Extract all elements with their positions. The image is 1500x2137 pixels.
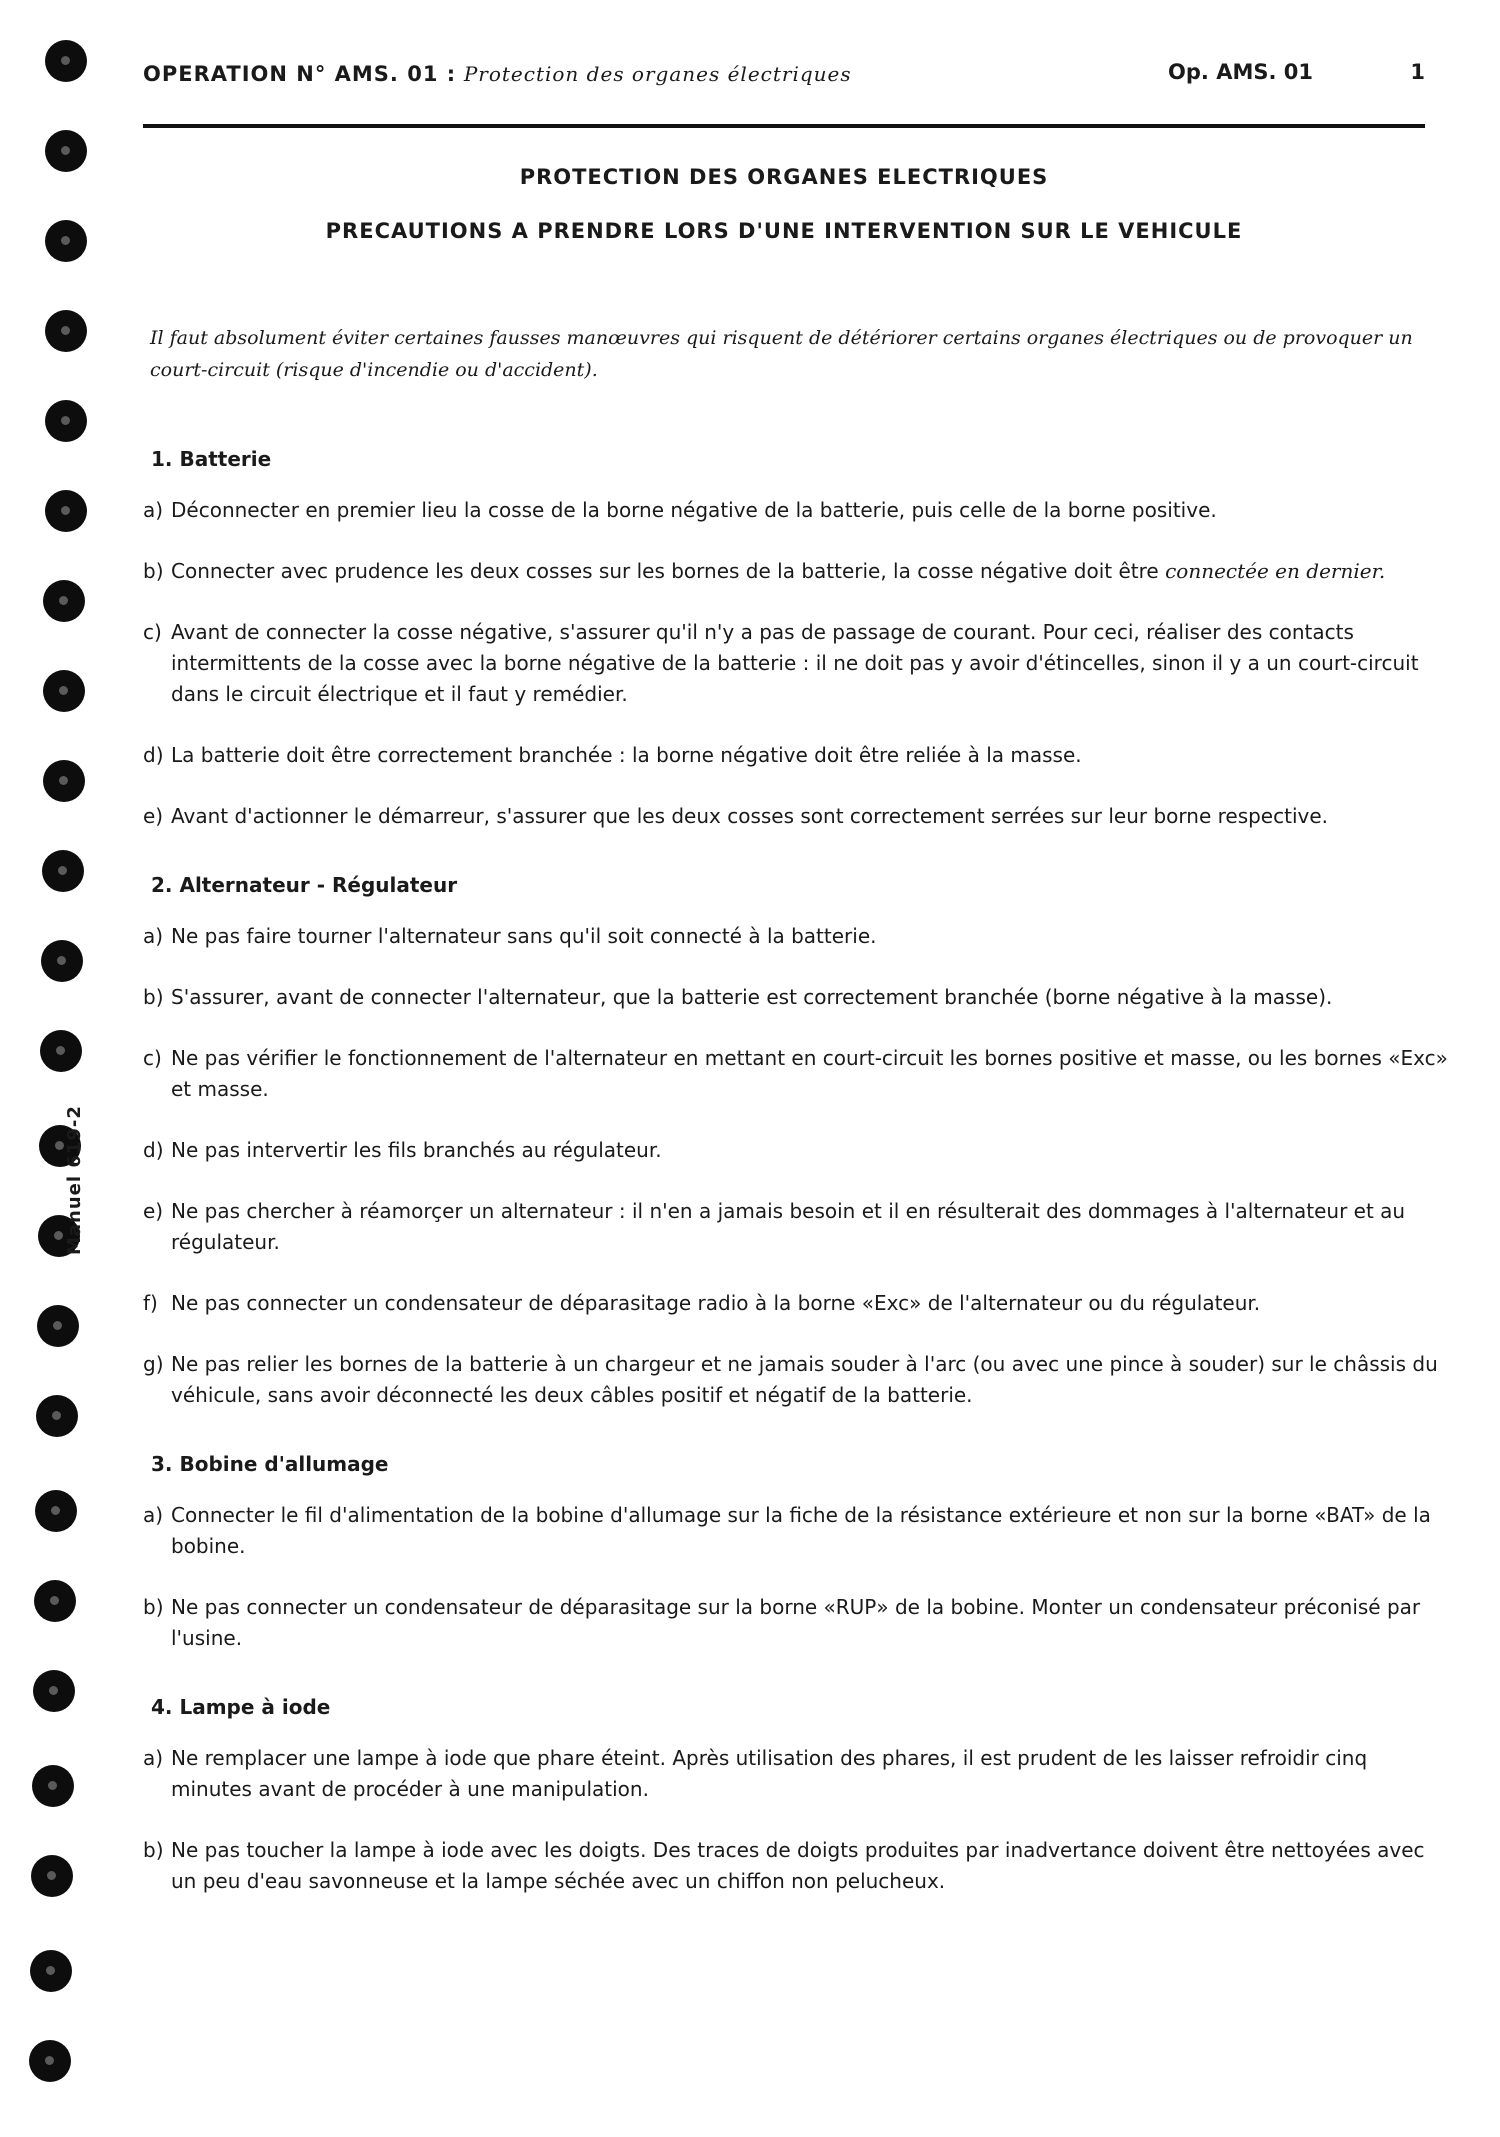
item-letter: c) [143, 620, 162, 644]
operation-reference: Op. AMS. 01 [1168, 60, 1313, 84]
item-text-container [171, 617, 1453, 710]
item-letter: e) [143, 1199, 164, 1223]
item-emphasis: connectée en dernier. [1165, 559, 1386, 583]
item-letter: b) [143, 1838, 164, 1862]
item-text: Avant d'actionner le démarreur, s'assurer que les deux cosses sont correctement serrées sur leur borne respective. [171, 804, 1329, 828]
item-text-container [171, 921, 1453, 952]
item-letter: d) [143, 1138, 164, 1162]
list-item [143, 1835, 1453, 1897]
binder-hole-icon [43, 670, 85, 712]
operation-subtitle: Protection des organes électriques [463, 62, 852, 86]
page-subtitle: PRECAUTIONS A PRENDRE LORS D'UNE INTERVENTION SUR LE VEHICULE [325, 219, 1243, 243]
item-text: Avant de connecter la cosse négative, s'assurer qu'il n'y a pas de passage de courant. Pour ceci, réaliser des contacts intermittents de la cosse avec la borne négative de la batterie : il ne doit pas y avoir d'étincelles, sinon il y a un court-circuit dans le circuit électrique et il faut y remédier. [171, 620, 1419, 706]
binder-hole-icon [45, 40, 87, 82]
page-title: PROTECTION DES ORGANES ELECTRIQUES [519, 165, 1049, 189]
binder-hole-icon [42, 850, 84, 892]
list-item [143, 556, 1453, 587]
item-text: Déconnecter en premier lieu la cosse de la borne négative de la batterie, puis celle de la borne positive. [171, 498, 1217, 522]
item-text-container [171, 1835, 1453, 1897]
item-text: Ne pas vérifier le fonctionnement de l'alternateur en mettant en court-circuit les bornes positive et masse, ou les bornes «Exc» et masse. [171, 1046, 1448, 1101]
item-text-container [171, 1135, 1453, 1166]
list-item [143, 617, 1453, 710]
list-item [143, 1135, 1453, 1166]
item-text: Ne pas toucher la lampe à iode avec les doigts. Des traces de doigts produites par inadvertance doivent être nettoyées avec un peu d'eau savonneuse et la lampe séchée avec un chiffon non pelucheux. [171, 1838, 1425, 1893]
operation-label: OPERATION N° AMS. 01 : [143, 62, 457, 86]
item-text-container [171, 740, 1453, 771]
list-item [143, 801, 1453, 832]
item-text: Ne pas chercher à réamorçer un alternateur : il n'en a jamais besoin et il en résulterait des dommages à l'alternateur et au régulateur. [171, 1199, 1406, 1254]
binder-hole-icon [31, 1855, 73, 1897]
item-text-container [171, 982, 1453, 1013]
binder-hole-icon [34, 1580, 76, 1622]
item-text-container [171, 495, 1453, 526]
binder-hole-icon [43, 760, 85, 802]
section [143, 1449, 1453, 1654]
binder-hole-icon [33, 1670, 75, 1712]
binder-hole-icon [45, 130, 87, 172]
item-letter: a) [143, 1503, 164, 1527]
item-text: Ne pas relier les bornes de la batterie à un chargeur et ne jamais souder à l'arc (ou avec une pince à souder) sur le châssis du véhicule, sans avoir déconnecté les deux câbles positif et négatif de la batterie. [171, 1352, 1438, 1407]
item-text-container [171, 1043, 1453, 1105]
binder-hole-icon [29, 2040, 71, 2082]
binder-hole-icon [37, 1305, 79, 1347]
document-body [143, 444, 1453, 1935]
item-letter: e) [143, 804, 164, 828]
item-text-container [171, 1500, 1453, 1562]
binder-hole-icon [45, 490, 87, 532]
binder-hole-icon [43, 580, 85, 622]
item-letter: f) [143, 1291, 158, 1315]
item-text: La batterie doit être correctement branchée : la borne négative doit être reliée à la masse. [171, 743, 1082, 767]
list-item [143, 1743, 1453, 1805]
list-item [143, 1500, 1453, 1562]
list-item [143, 1288, 1453, 1319]
section-title: 2. Alternateur - Régulateur [151, 873, 458, 897]
binder-hole-icon [30, 1950, 72, 1992]
item-text: Ne pas connecter un condensateur de déparasitage radio à la borne «Exc» de l'alternateur ou du régulateur. [171, 1291, 1261, 1315]
item-text-container [171, 1349, 1453, 1411]
item-letter: d) [143, 743, 164, 767]
item-letter: a) [143, 924, 164, 948]
list-item [143, 1043, 1453, 1105]
binder-hole-icon [45, 310, 87, 352]
item-text: Connecter avec prudence les deux cosses sur les bornes de la batterie, la cosse négative doit être [171, 559, 1159, 583]
operation-heading [143, 62, 852, 86]
header-divider [143, 124, 1425, 128]
item-text: Ne pas connecter un condensateur de déparasitage sur la borne «RUP» de la bobine. Monter un condensateur préconisé par l'usine. [171, 1595, 1421, 1650]
item-text-container [171, 1196, 1453, 1258]
binder-hole-icon [40, 1030, 82, 1072]
section-title: 1. Batterie [151, 447, 272, 471]
item-text: Ne pas intervertir les fils branchés au régulateur. [171, 1138, 662, 1162]
item-letter: g) [143, 1352, 164, 1376]
item-text: S'assurer, avant de connecter l'alternateur, que la batterie est correctement branchée (borne négative à la masse). [171, 985, 1333, 1009]
item-text-container [171, 556, 1453, 587]
section-title: 3. Bobine d'allumage [151, 1452, 389, 1476]
item-letter: a) [143, 1746, 164, 1770]
item-text-container [171, 1743, 1453, 1805]
list-item [143, 740, 1453, 771]
list-item [143, 495, 1453, 526]
list-item [143, 1592, 1453, 1654]
item-letter: a) [143, 498, 164, 522]
section [143, 870, 1453, 1411]
item-text: Connecter le fil d'alimentation de la bobine d'allumage sur la fiche de la résistance extérieure et non sur la borne «BAT» de la bobine. [171, 1503, 1431, 1558]
item-letter: c) [143, 1046, 162, 1070]
manual-reference: Manuel 619-2 [64, 1105, 85, 1255]
item-text-container [171, 1288, 1453, 1319]
binder-hole-icon [41, 940, 83, 982]
list-item [143, 1196, 1453, 1258]
item-text-container [171, 801, 1453, 832]
binder-hole-icon [45, 400, 87, 442]
list-item [143, 921, 1453, 952]
item-text: Ne pas faire tourner l'alternateur sans qu'il soit connecté à la batterie. [171, 924, 877, 948]
item-text-container [171, 1592, 1453, 1654]
binder-hole-icon [36, 1395, 78, 1437]
list-item [143, 982, 1453, 1013]
item-letter: b) [143, 1595, 164, 1619]
binder-holes [0, 0, 100, 2137]
intro-paragraph: Il faut absolument éviter certaines fausses manœuvres qui risquent de détériorer certains organes électriques ou de provoquer un court-circuit (risque d'incendie ou d'accident). [150, 327, 1413, 381]
document-titles [143, 165, 1425, 243]
page-number: 1 [1410, 60, 1425, 84]
item-letter: b) [143, 985, 164, 1009]
page-header [143, 60, 1425, 94]
section-title: 4. Lampe à iode [151, 1695, 331, 1719]
section [143, 444, 1453, 832]
binder-hole-icon [35, 1490, 77, 1532]
binder-hole-icon [45, 220, 87, 262]
item-letter: b) [143, 559, 164, 583]
section [143, 1692, 1453, 1897]
binder-hole-icon [32, 1765, 74, 1807]
list-item [143, 1349, 1453, 1411]
item-text: Ne remplacer une lampe à iode que phare éteint. Après utilisation des phares, il est prudent de les laisser refroidir cinq minutes avant de procéder à une manipulation. [171, 1746, 1368, 1801]
